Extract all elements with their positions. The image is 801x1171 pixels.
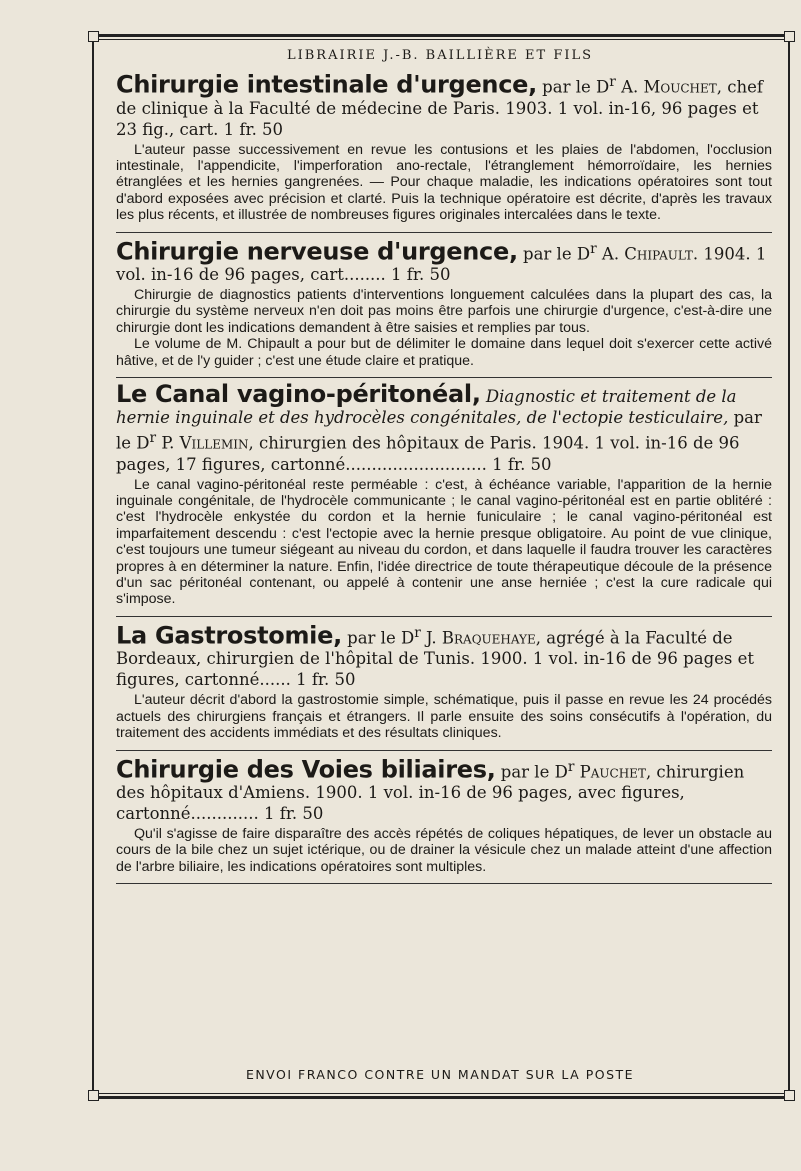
corner-ornament-top-left [88, 31, 99, 42]
top-rule-thin [92, 39, 790, 40]
author-prefix: D [554, 762, 568, 782]
book-price: 1 fr. 50 [391, 265, 451, 285]
book-title: La Gastrostomie, [116, 621, 342, 650]
book-details: chirurgien des hôpitaux de Paris. 1904. 1 vol. in-16 de 96 pages, 17 figures, cartonné........................... [116, 433, 740, 474]
entry-heading [116, 623, 772, 691]
by-label: par le [517, 244, 577, 264]
entry-canal-vagino-peritoneal [116, 380, 772, 608]
corner-ornament-bottom-left [88, 1090, 99, 1101]
entry-heading [116, 239, 772, 286]
book-title: Chirurgie nerveuse d'urgence, [116, 237, 518, 266]
description-paragraph: Le volume de M. Chipault a pour but de délimiter le domaine dans lequel doit s'exercer cette activé hâtive, et de l'y guider ; c'est une étude claire et pratique. [116, 336, 772, 369]
entry-separator [116, 750, 772, 751]
book-title: Le Canal vagino-péritonéal, [116, 380, 481, 409]
entry-chirurgie-nerveuse [116, 239, 772, 370]
description-paragraph: Qu'il s'agisse de faire disparaître des accès répétés de coliques hépatiques, de lever un obstacle au cours de la bile chez un sujet ictérique, ou de drainer la vésicule chez un malade atteint d'une affection de l'arbre biliaire, les indications opératoires sont multiples. [116, 826, 772, 875]
author-sup: r [590, 240, 597, 257]
bottom-rule-thick [92, 1096, 790, 1099]
bottom-rule-thin [92, 1093, 790, 1094]
catalogue-entries [116, 72, 772, 890]
author-prefix: D [596, 77, 610, 97]
shipping-notice: ENVOI FRANCO CONTRE UN MANDAT SUR LA POSTE [245, 1067, 635, 1082]
corner-ornament-top-right [784, 31, 795, 42]
author-name: Pauchet, [574, 762, 652, 782]
author-name: J. Braquehaye, [420, 628, 541, 648]
top-rule-thick [92, 34, 790, 37]
frame-left-border [92, 34, 94, 1100]
book-description [116, 477, 772, 608]
entry-separator [116, 616, 772, 617]
author-sup: r [414, 624, 421, 641]
book-price: 1 fr. 50 [296, 670, 356, 690]
book-price: 1 fr. 50 [263, 804, 324, 824]
book-details: chef de clinique à la Faculté de médecine de Paris. 1903. 1 vol. in-16, 96 pages et 23 fig., cart. [116, 77, 763, 139]
by-label: par le [536, 77, 597, 97]
book-details: chirurgien des hôpitaux d'Amiens. 1900. 1 vol. in-16 de 96 pages, avec figures, cartonné............. [116, 762, 745, 824]
entry-separator [116, 377, 772, 378]
author-name: A. Mouchet, [615, 77, 722, 97]
entry-heading [116, 757, 772, 825]
entry-gastrostomie [116, 623, 772, 742]
author-sup: r [609, 74, 616, 90]
entry-heading [116, 380, 772, 475]
description-paragraph: L'auteur passe successivement en revue les contusions et les plaies de l'abdomen, l'occlusion intestinale, l'appendicite, l'imperforation ano-rectale, l'étranglement hémorroïdaire, les hernies étranglées et les hernies gangrenées. — Pour chaque maladie, les indications opératoires sont tout d'abord exposées avec précision et clarté. Puis la technique opératoire est décrite, d'après les travaux les plus récents, et illustrée de nombreuses figures originales intercalées dans le texte. [116, 141, 772, 224]
book-price: 1 fr. 50 [492, 454, 552, 474]
by-label: par le [116, 408, 762, 453]
book-price: 1 fr. 50 [223, 119, 284, 139]
description-paragraph: Chirurgie de diagnostics patients d'interventions longuement calculées dans la plupart des cas, la chirurgie du système nerveux n'en doit pas moins être parfois une chirurgie d'urgence, c'est-à-dire une chirurgie dont les indications demandent à être saisies et remplies par tous. [116, 287, 772, 336]
corner-ornament-bottom-right [784, 1090, 795, 1101]
description-paragraph: L'auteur décrit d'abord la gastrostomie simple, schématique, puis il passe en revue les 24 procédés actuels des chirurgiens français et étrangers. Il parle ensuite des soins consécutifs à l'opération, du traitement des accidents immédiats et des résultats cliniques. [116, 692, 772, 742]
author-prefix: D [400, 628, 415, 648]
author-name: A. Chipault. [596, 244, 699, 264]
author-prefix: D [136, 433, 150, 453]
author-sup: r [149, 430, 157, 447]
author-prefix: D [576, 244, 591, 264]
entry-separator [116, 232, 772, 233]
entry-chirurgie-intestinale [116, 72, 772, 224]
entry-heading [116, 72, 772, 140]
book-details: 1904. 1 vol. in-16 de 96 pages, cart........ [116, 244, 767, 285]
book-title: Chirurgie intestinale d'urgence, [116, 70, 537, 99]
book-description [116, 826, 772, 875]
by-label: par le [495, 762, 555, 782]
author-sup: r [567, 758, 575, 775]
book-description [116, 287, 772, 369]
book-subtitle: Diagnostic et traitement de la hernie inguinale et des hydrocèles congénitales, de l'ectopie testiculaire, [116, 387, 737, 428]
book-description [116, 142, 772, 224]
entry-voies-biliaires [116, 757, 772, 876]
book-details: agrégé à la Faculté de Bordeaux, chirurgien de l'hôpital de Tunis. 1900. 1 vol. in-16 de 96 pages et figures, cartonné...... [116, 628, 755, 690]
description-paragraph: Le canal vagino-péritonéal reste perméable : c'est, à échéance variable, l'apparition de la hernie inguinale congénitale, de l'hydrocèle communicante ; le canal vagino-péritonéal est en partie oblitéré : c'est l'hydrocèle enkystée du cordon et la hernie funiculaire ; le canal vagino-péritonéal est imparfaitement descendu : c'est l'ectopie avec la hernie presque obligatoire. Au point de vue clinique, c'est toujours une tumeur siégeant au niveau du cordon, et dans laquelle il faudra trouver les caractères propres à en déterminer la nature. Enfin, l'idée directrice de toute thérapeutique découle de la présence d'un sac péritonéal contenant, ou appelé à contenir une anse herniée ; c'est la cure radicale qui s'impose. [116, 476, 772, 608]
by-label: par le [341, 628, 401, 648]
entry-separator [116, 883, 772, 884]
book-description [116, 692, 772, 741]
book-title: Chirurgie des Voies biliaires, [116, 755, 496, 784]
publisher-header: LIBRAIRIE J.-B. BAILLIÈRE ET FILS [286, 48, 594, 63]
frame-right-border [788, 40, 790, 1098]
author-name: P. Villemin, [156, 433, 254, 453]
